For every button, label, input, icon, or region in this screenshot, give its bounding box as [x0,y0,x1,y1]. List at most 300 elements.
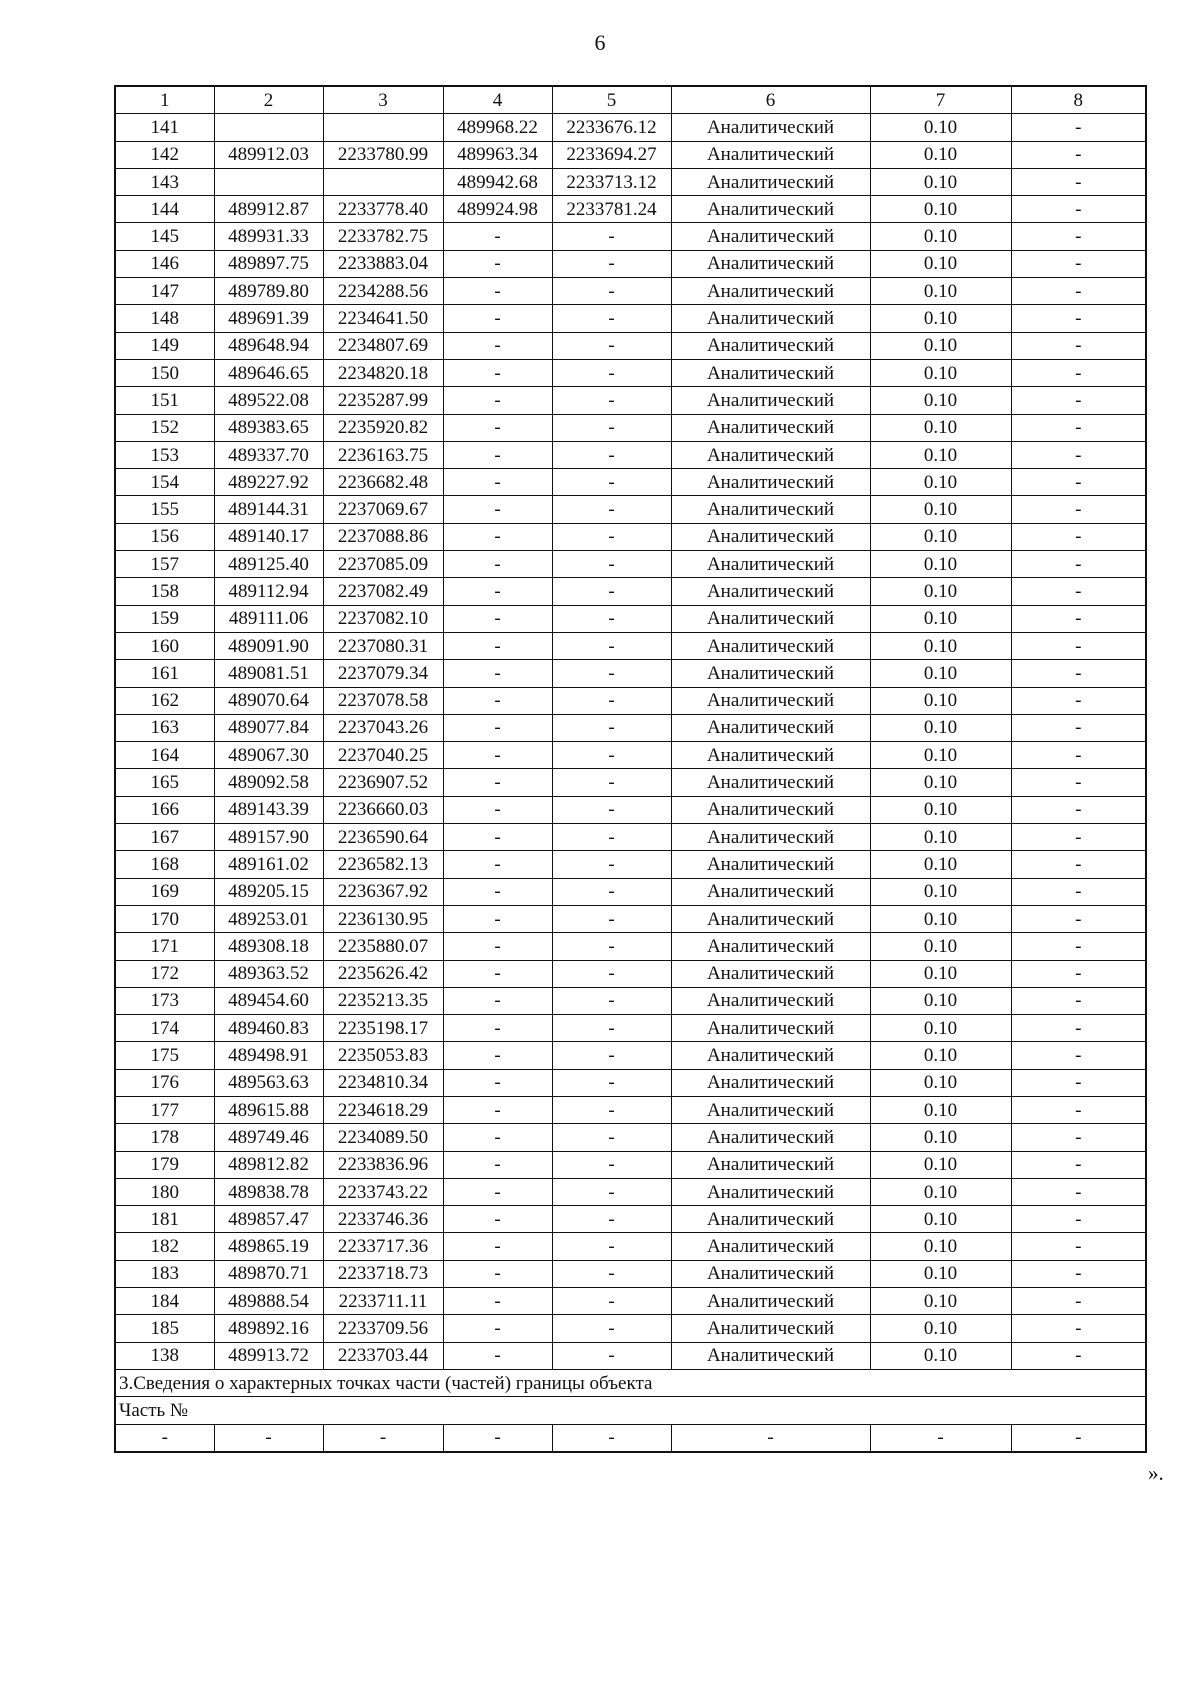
table-cell: 489091.90 [214,632,323,659]
table-cell: - [443,359,552,386]
table-row [115,1206,1146,1233]
table-cell: - [1011,687,1146,714]
table-cell: - [552,305,671,332]
table-cell: - [1011,960,1146,987]
table-row [115,687,1146,714]
table-cell: - [552,387,671,414]
table-row [115,359,1146,386]
table-cell: - [1011,878,1146,905]
table-cell: 2234618.29 [323,1096,443,1123]
table-cell: 489857.47 [214,1206,323,1233]
table-cell: 489112.94 [214,578,323,605]
table-cell: - [443,632,552,659]
table-cell: - [1011,168,1146,195]
table-cell: - [1011,196,1146,223]
table-cell: - [1011,141,1146,168]
coordinates-table-wrapper [114,85,1147,1453]
table-cell: 164 [115,742,214,769]
table-cell: 2234807.69 [323,332,443,359]
table-cell: - [552,1206,671,1233]
table-cell: 2236582.13 [323,851,443,878]
table-cell: 2235198.17 [323,1015,443,1042]
table-cell: Аналитический [671,1096,870,1123]
table-cell: Аналитический [671,1178,870,1205]
table-cell: 178 [115,1124,214,1151]
table-cell: Аналитический [671,905,870,932]
table-cell: - [1011,523,1146,550]
table-cell: Аналитический [671,687,870,714]
empty-cell: - [1011,1424,1146,1452]
table-row [115,605,1146,632]
table-cell: - [443,1096,552,1123]
table-cell: Аналитический [671,796,870,823]
table-row [115,1315,1146,1342]
table-cell: 489253.01 [214,905,323,932]
empty-cell: - [552,1424,671,1452]
table-cell: 0.10 [870,1206,1011,1233]
table-cell: - [443,1233,552,1260]
table-row [115,824,1146,851]
table-cell: Аналитический [671,1069,870,1096]
table-cell: Аналитический [671,851,870,878]
table-cell: - [1011,1233,1146,1260]
table-cell: 2235213.35 [323,987,443,1014]
table-cell: 489125.40 [214,551,323,578]
table-cell: 147 [115,278,214,305]
empty-cell: - [214,1424,323,1452]
table-cell: - [552,1178,671,1205]
table-cell: 0.10 [870,824,1011,851]
table-cell: 489942.68 [443,168,552,195]
table-row [115,1042,1146,1069]
table-cell: 2237080.31 [323,632,443,659]
table-cell: 153 [115,441,214,468]
table-cell: 0.10 [870,387,1011,414]
table-cell: Аналитический [671,714,870,741]
table-cell: - [443,1178,552,1205]
table-cell: 489615.88 [214,1096,323,1123]
table-row [115,1260,1146,1287]
table-cell: 2233676.12 [552,114,671,141]
table-cell: Аналитический [671,1260,870,1287]
table-cell: - [1011,496,1146,523]
table-cell: 2233782.75 [323,223,443,250]
table-cell: Аналитический [671,742,870,769]
table-cell: 2236130.95 [323,905,443,932]
table-cell: 489140.17 [214,523,323,550]
table-cell: 2233780.99 [323,141,443,168]
table-cell: - [1011,987,1146,1014]
table-cell: Аналитический [671,1233,870,1260]
table-cell: - [1011,933,1146,960]
table-cell: 182 [115,1233,214,1260]
table-cell: 2237040.25 [323,742,443,769]
table-cell: - [1011,1069,1146,1096]
table-cell: 155 [115,496,214,523]
table-row [115,168,1146,195]
part-label: Часть № [115,1397,1146,1424]
table-cell: - [443,1015,552,1042]
table-cell: 489308.18 [214,933,323,960]
table-cell: 489931.33 [214,223,323,250]
header-cell: 2 [214,86,323,114]
table-cell: - [1011,1015,1146,1042]
table-cell: 0.10 [870,441,1011,468]
table-cell: - [1011,1124,1146,1151]
table-cell: Аналитический [671,1342,870,1369]
table-row [115,469,1146,496]
table-cell: - [552,905,671,932]
table-cell: 489892.16 [214,1315,323,1342]
table-cell: 489337.70 [214,441,323,468]
table-cell: 489522.08 [214,387,323,414]
table-cell: 158 [115,578,214,605]
table-cell: 489161.02 [214,851,323,878]
table-cell: Аналитический [671,496,870,523]
table-cell: 0.10 [870,796,1011,823]
table-cell: - [1011,278,1146,305]
table-cell: - [552,278,671,305]
table-cell: - [443,1342,552,1369]
table-cell: 150 [115,359,214,386]
table-cell: Аналитический [671,114,870,141]
table-cell: 0.10 [870,305,1011,332]
table-cell: 2236682.48 [323,469,443,496]
table-cell: 141 [115,114,214,141]
table-cell: - [552,632,671,659]
table-cell: 0.10 [870,223,1011,250]
table-cell: - [1011,1288,1146,1315]
table-cell: - [1011,441,1146,468]
table-cell: - [443,905,552,932]
table-cell: 0.10 [870,141,1011,168]
empty-cell: - [870,1424,1011,1452]
table-cell: - [552,687,671,714]
table-cell: 0.10 [870,359,1011,386]
table-cell: 2236163.75 [323,441,443,468]
table-cell: - [443,414,552,441]
table-cell: - [443,987,552,1014]
table-cell: - [1011,742,1146,769]
table-cell: 2234089.50 [323,1124,443,1151]
empty-cell: - [671,1424,870,1452]
table-cell: Аналитический [671,1042,870,1069]
table-cell: Аналитический [671,551,870,578]
table-cell: - [552,1233,671,1260]
table-cell: 489077.84 [214,714,323,741]
table-row [115,987,1146,1014]
table-cell: 489924.98 [443,196,552,223]
part-label-row [115,1397,1146,1424]
header-cell: 5 [552,86,671,114]
table-cell: - [443,933,552,960]
header-cell: 8 [1011,86,1146,114]
table-cell: - [443,824,552,851]
table-cell: Аналитический [671,1015,870,1042]
table-cell: 2237043.26 [323,714,443,741]
table-cell: 489067.30 [214,742,323,769]
table-cell: 0.10 [870,687,1011,714]
table-cell: - [552,1042,671,1069]
table-cell: 0.10 [870,632,1011,659]
table-cell: Аналитический [671,523,870,550]
table-cell: - [552,660,671,687]
table-cell: - [552,605,671,632]
table-cell: 2235920.82 [323,414,443,441]
table-cell: Аналитический [671,878,870,905]
table-cell: 489460.83 [214,1015,323,1042]
closing-quote: ». [1148,1461,1164,1485]
table-cell: 489092.58 [214,769,323,796]
section-title-row [115,1369,1146,1396]
table-cell: Аналитический [671,1206,870,1233]
table-cell: - [552,1151,671,1178]
table-cell: 0.10 [870,1096,1011,1123]
table-cell: 146 [115,250,214,277]
table-cell: Аналитический [671,250,870,277]
table-cell: 489749.46 [214,1124,323,1151]
table-cell: - [552,551,671,578]
table-cell: - [1011,414,1146,441]
empty-cell: - [443,1424,552,1452]
table-row [115,714,1146,741]
table-cell: 169 [115,878,214,905]
table-cell: - [552,1069,671,1096]
table-cell: 489812.82 [214,1151,323,1178]
table-cell: - [552,824,671,851]
table-cell: 2235053.83 [323,1042,443,1069]
table-cell: 2233694.27 [552,141,671,168]
table-cell: 0.10 [870,1069,1011,1096]
table-cell: - [552,714,671,741]
table-cell: 0.10 [870,960,1011,987]
table-cell: 0.10 [870,878,1011,905]
table-row [115,496,1146,523]
table-cell: - [443,523,552,550]
table-cell: 149 [115,332,214,359]
table-row [115,1151,1146,1178]
table-row [115,1096,1146,1123]
table-cell: 183 [115,1260,214,1287]
table-cell: - [1011,769,1146,796]
table-cell: - [1011,223,1146,250]
table-cell: - [443,687,552,714]
table-cell: - [552,414,671,441]
table-cell: 0.10 [870,1288,1011,1315]
table-cell: 180 [115,1178,214,1205]
table-row [115,114,1146,141]
table-cell: - [443,769,552,796]
table-cell: 184 [115,1288,214,1315]
table-cell: 489912.87 [214,196,323,223]
table-cell: - [552,578,671,605]
table-cell: Аналитический [671,414,870,441]
table-cell: 142 [115,141,214,168]
table-cell: Аналитический [671,1315,870,1342]
table-cell: - [1011,114,1146,141]
table-cell: 0.10 [870,1124,1011,1151]
table-cell: 489897.75 [214,250,323,277]
table-cell: Аналитический [671,332,870,359]
table-cell: 489648.94 [214,332,323,359]
table-cell: - [1011,1206,1146,1233]
table-row [115,305,1146,332]
table-row [115,1342,1146,1369]
header-cell: 3 [323,86,443,114]
table-cell: - [1011,1178,1146,1205]
table-cell: 2233746.36 [323,1206,443,1233]
table-cell: 0.10 [870,905,1011,932]
table-cell: 0.10 [870,933,1011,960]
table-cell: 0.10 [870,987,1011,1014]
table-cell: 173 [115,987,214,1014]
table-cell: - [443,387,552,414]
table-row [115,441,1146,468]
table-cell: - [1011,551,1146,578]
table-cell: - [443,660,552,687]
table-cell: - [1011,824,1146,851]
table-cell: - [1011,660,1146,687]
table-cell: 2237082.10 [323,605,443,632]
table-cell: 0.10 [870,769,1011,796]
table-cell: Аналитический [671,469,870,496]
table-cell: 489111.06 [214,605,323,632]
table-cell: Аналитический [671,196,870,223]
table-cell: 144 [115,196,214,223]
table-cell: - [443,469,552,496]
table-cell: - [443,742,552,769]
table-cell: 489363.52 [214,960,323,987]
table-cell: 0.10 [870,1151,1011,1178]
table-cell: 145 [115,223,214,250]
table-cell: 159 [115,605,214,632]
table-cell: Аналитический [671,632,870,659]
table-cell: 176 [115,1069,214,1096]
table-cell: 0.10 [870,196,1011,223]
table-cell: - [1011,1260,1146,1287]
table-cell: 171 [115,933,214,960]
table-row [115,742,1146,769]
table-cell: 489070.64 [214,687,323,714]
table-cell: 2236590.64 [323,824,443,851]
table-cell: - [552,359,671,386]
table-row [115,1233,1146,1260]
table-cell: - [552,223,671,250]
table-cell: 179 [115,1151,214,1178]
section-title: 3.Сведения о характерных точках части (частей) границы объекта [115,1369,1146,1396]
table-cell [323,168,443,195]
empty-cell: - [323,1424,443,1452]
table-row [115,851,1146,878]
table-cell: 181 [115,1206,214,1233]
table-cell: 489912.03 [214,141,323,168]
table-cell: - [552,742,671,769]
table-cell [214,114,323,141]
table-row [115,141,1146,168]
table-cell: 160 [115,632,214,659]
table-cell: - [443,1288,552,1315]
table-cell: Аналитический [671,660,870,687]
table-cell: - [552,1096,671,1123]
table-cell: 2233713.12 [552,168,671,195]
table-cell: - [1011,905,1146,932]
table-cell: 161 [115,660,214,687]
table-row [115,250,1146,277]
table-cell: 0.10 [870,551,1011,578]
table-row [115,796,1146,823]
table-row [115,905,1146,932]
table-cell: - [552,769,671,796]
table-cell: 156 [115,523,214,550]
table-cell: - [552,332,671,359]
table-cell: 489865.19 [214,1233,323,1260]
table-cell: - [1011,1315,1146,1342]
table-cell: 0.10 [870,1233,1011,1260]
table-cell: 0.10 [870,1042,1011,1069]
table-row [115,878,1146,905]
table-cell: - [1011,387,1146,414]
table-cell: - [443,496,552,523]
table-cell: Аналитический [671,933,870,960]
table-cell: Аналитический [671,769,870,796]
table-cell: 0.10 [870,1342,1011,1369]
table-cell: - [552,933,671,960]
table-cell: Аналитический [671,387,870,414]
table-cell: - [443,441,552,468]
table-cell: - [552,250,671,277]
table-cell: Аналитический [671,987,870,1014]
table-cell: 489454.60 [214,987,323,1014]
header-cell: 6 [671,86,870,114]
coordinates-table [114,85,1147,1453]
table-cell: - [1011,332,1146,359]
table-cell: Аналитический [671,1288,870,1315]
table-cell: 2237078.58 [323,687,443,714]
table-cell: - [552,1315,671,1342]
table-cell: 489227.92 [214,469,323,496]
table-cell: 2234820.18 [323,359,443,386]
table-cell: 489143.39 [214,796,323,823]
table-cell: 489888.54 [214,1288,323,1315]
table-row [115,196,1146,223]
table-cell: - [552,496,671,523]
table-cell: 177 [115,1096,214,1123]
table-cell: 2236907.52 [323,769,443,796]
table-cell: - [443,1124,552,1151]
table-cell: 489789.80 [214,278,323,305]
table-cell: 138 [115,1342,214,1369]
empty-cell: - [115,1424,214,1452]
table-cell: 165 [115,769,214,796]
table-cell: 2233709.56 [323,1315,443,1342]
table-cell: - [443,332,552,359]
page-number: 6 [594,30,606,55]
table-cell: 489205.15 [214,878,323,905]
table-cell: 0.10 [870,578,1011,605]
table-cell: - [1011,605,1146,632]
table-cell: 489563.63 [214,1069,323,1096]
table-cell: 0.10 [870,605,1011,632]
table-cell: 0.10 [870,332,1011,359]
table-cell: - [443,878,552,905]
table-row [115,769,1146,796]
table-cell: 489646.65 [214,359,323,386]
table-cell: Аналитический [671,578,870,605]
table-cell: Аналитический [671,359,870,386]
table-cell: 2237069.67 [323,496,443,523]
table-cell: - [443,250,552,277]
table-row [115,1178,1146,1205]
